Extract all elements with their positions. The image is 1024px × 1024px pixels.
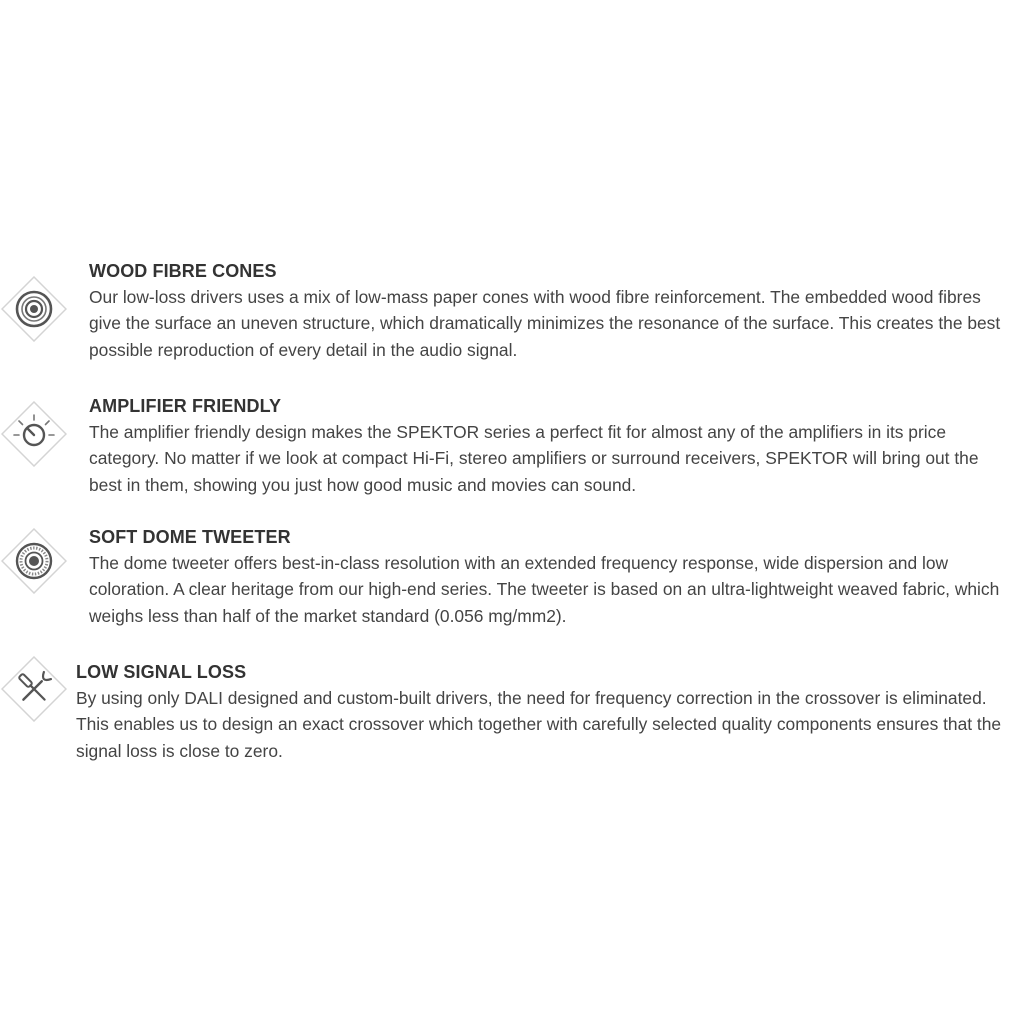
feature-title: AMPLIFIER FRIENDLY xyxy=(89,396,282,416)
feature-title: WOOD FIBRE CONES xyxy=(89,261,277,281)
speaker-cone-icon xyxy=(1,276,67,342)
feature-title: SOFT DOME TWEETER xyxy=(89,527,291,547)
amplifier-knob-icon xyxy=(1,401,67,467)
feature-description: The amplifier friendly design makes the SPEKTOR series a perfect fit for almost any of the amplifiers in its price category. No matter if we look at compact Hi-Fi, stereo amplifiers or surround receivers, SPEKTOR will bring out the best in them, showing you just how good music and movies can sound. xyxy=(89,422,979,495)
feature-text xyxy=(89,393,1010,498)
feature-text xyxy=(76,659,1010,764)
feature-description: The dome tweeter offers best-in-class resolution with an extended frequency response, wide dispersion and low coloration. A clear heritage from our high-end series. The tweeter is based on an ultra-lightweight weaved fabric, which weighs less than half of the market standard (0.056 mg/mm2). xyxy=(89,553,1000,626)
dome-tweeter-icon xyxy=(1,528,67,594)
feature-text xyxy=(89,258,1010,363)
feature-title: LOW SIGNAL LOSS xyxy=(76,662,247,682)
tools-icon xyxy=(1,656,67,722)
feature-description: By using only DALI designed and custom-built drivers, the need for frequency correction in the crossover is eliminated. This enables us to design an exact crossover which together with carefully selected quality components ensures that the signal loss is close to zero. xyxy=(76,688,1002,761)
feature-description: Our low-loss drivers uses a mix of low-mass paper cones with wood fibre reinforcement. The embedded wood fibres give the surface an uneven structure, which dramatically minimizes the resonance of the surface. This creates the best possible reproduction of every detail in the audio signal. xyxy=(89,287,1001,360)
feature-text xyxy=(89,524,1010,629)
